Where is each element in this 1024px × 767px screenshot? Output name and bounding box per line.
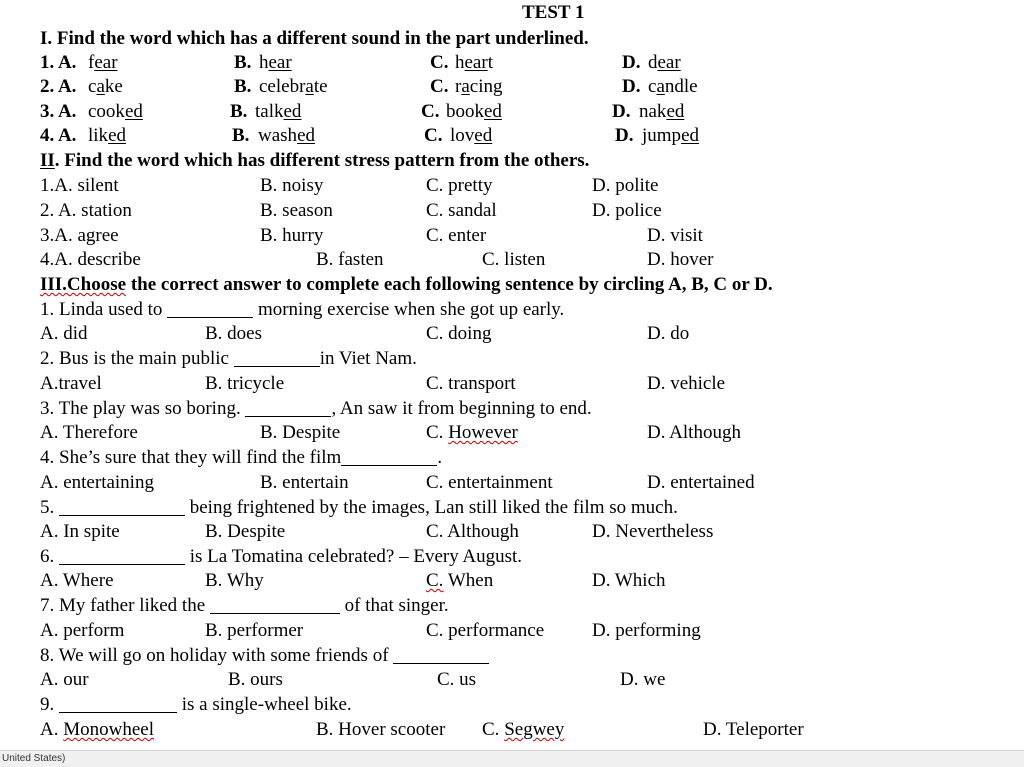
option-a: cake <box>88 76 123 97</box>
option-a: 2. A. station <box>40 200 132 221</box>
option-b: B. Despite <box>205 521 286 542</box>
question-number: 4. A. <box>40 125 77 146</box>
option-b: B. performer <box>205 620 304 641</box>
option-c: C. enter <box>426 225 487 246</box>
option-b: B. fasten <box>316 249 384 270</box>
option-c: C. sandal <box>426 200 497 221</box>
option-d: D. do <box>647 323 690 344</box>
question-5-options <box>0 520 1024 544</box>
option-d: jumped <box>642 125 699 146</box>
option-c: C. Segwey <box>482 719 565 740</box>
option-c: C. performance <box>426 620 545 641</box>
option-a: A. Where <box>40 570 114 591</box>
option-c: C. entertainment <box>426 472 553 493</box>
option-c: C. Although <box>426 521 519 542</box>
option-b: B. entertain <box>260 472 349 493</box>
question-9: 9. is a single-wheel bike. <box>40 694 352 715</box>
option-c: racing <box>455 76 503 97</box>
option-d: D. entertained <box>647 472 755 493</box>
option-b: B. ours <box>228 669 283 690</box>
option-b: B. does <box>205 323 262 344</box>
answer-blank[interactable] <box>210 595 340 614</box>
option-a: A. entertaining <box>40 472 154 493</box>
part2-row-4 <box>0 248 1024 272</box>
part2-row-3 <box>0 224 1024 248</box>
question-3: 3. The play was so boring. , An saw it from beginning to end. <box>40 398 592 419</box>
answer-blank[interactable] <box>245 398 331 417</box>
option-a: A. did <box>40 323 88 344</box>
question-5: 5. being frightened by the images, Lan still liked the film so much. <box>40 497 678 518</box>
question-9-options <box>0 718 1024 742</box>
question-1-options <box>0 322 1024 346</box>
question-8-options <box>0 668 1024 692</box>
option-c: booked <box>446 101 502 122</box>
answer-blank[interactable] <box>59 694 177 713</box>
option-b: talked <box>255 101 302 122</box>
part1-row-1: 1. A. fear B. hear C. heart D. dear <box>40 52 681 73</box>
option-a: A.travel <box>40 373 102 394</box>
option-c: heart <box>455 52 493 73</box>
option-c: loved <box>450 125 493 146</box>
option-a: A. In spite <box>40 521 120 542</box>
option-d: dear <box>648 52 681 73</box>
option-a: A. our <box>40 669 89 690</box>
question-4: 4. She’s sure that they will find the film . <box>40 447 443 468</box>
option-b: B. Why <box>205 570 264 591</box>
page-title: TEST 1 <box>522 2 585 23</box>
question-8: 8. We will go on holiday with some friends of <box>0 644 1024 668</box>
option-b: B. noisy <box>260 175 324 196</box>
option-a: cooked <box>88 101 143 122</box>
option-d: D. hover <box>647 249 714 270</box>
part1-row-3: 3. A. cooked B. talked C. booked D. naked <box>40 101 685 122</box>
option-b: B. tricycle <box>205 373 285 394</box>
option-c: C. us <box>437 669 477 690</box>
option-b: hear <box>259 52 292 73</box>
option-a: 3.A. agree <box>40 225 119 246</box>
answer-blank[interactable] <box>167 299 253 318</box>
part1-heading: I. Find the word which has a different sound in the part underlined. <box>40 28 589 49</box>
option-c: C. When <box>426 570 494 591</box>
option-a: A. Therefore <box>40 422 138 443</box>
question-4-options <box>0 471 1024 495</box>
option-a: 4.A. describe <box>40 249 141 270</box>
option-a: fear <box>88 52 118 73</box>
option-c: C. pretty <box>426 175 493 196</box>
question-6: 6. is La Tomatina celebrated? – Every August. <box>40 546 523 567</box>
part2-heading: II. Find the word which has different stress pattern from the others. <box>40 150 590 171</box>
question-7: 7. My father liked the of that singer. <box>40 595 449 616</box>
part3-heading: III.Choose the correct answer to complete each following sentence by circling A, B, C or D. <box>40 274 773 295</box>
option-d: D. polite <box>592 175 659 196</box>
option-b: B. Despite <box>260 422 341 443</box>
option-b: B. season <box>260 200 333 221</box>
option-d: D. performing <box>592 620 701 641</box>
answer-blank[interactable] <box>59 497 185 516</box>
answer-blank[interactable] <box>393 645 489 664</box>
question-2-options <box>0 372 1024 396</box>
option-d: D. Teleporter <box>703 719 804 740</box>
option-a: A. Monowheel <box>40 719 154 740</box>
part2-row-2 <box>0 199 1024 223</box>
option-c: C. listen <box>482 249 546 270</box>
option-d: D. police <box>592 200 662 221</box>
option-d: D. Although <box>647 422 741 443</box>
option-d: candle <box>648 76 698 97</box>
option-d: D. vehicle <box>647 373 726 394</box>
option-c: C. However <box>426 422 518 443</box>
answer-blank[interactable] <box>341 447 437 466</box>
question-1: 1. Linda used to morning exercise when she got up early. <box>40 299 565 320</box>
option-a: 1.A. silent <box>40 175 119 196</box>
question-7-options <box>0 619 1024 643</box>
answer-blank[interactable] <box>234 348 320 367</box>
question-number: 3. A. <box>40 101 77 122</box>
option-c: C. doing <box>426 323 492 344</box>
option-b: B. Hover scooter <box>316 719 446 740</box>
part1-row-2: 2. A. cake B. celebrate C. racing D. candle <box>40 76 698 97</box>
question-6-options <box>0 569 1024 593</box>
option-d: D. we <box>620 669 666 690</box>
question-3-options <box>0 421 1024 445</box>
option-d: D. visit <box>647 225 703 246</box>
part1-row-4: 4. A. liked B. washed C. loved D. jumped <box>40 125 699 146</box>
answer-blank[interactable] <box>59 546 185 565</box>
language-indicator[interactable]: United States) <box>2 753 66 764</box>
question-2: 2. Bus is the main public in Viet Nam. <box>40 348 417 369</box>
option-a: liked <box>88 125 126 146</box>
question-number: 2. A. <box>40 76 77 97</box>
status-bar <box>0 750 1024 767</box>
question-number: 1. A. <box>40 52 77 73</box>
option-c: C. transport <box>426 373 516 394</box>
option-d: D. Nevertheless <box>592 521 714 542</box>
option-d: D. Which <box>592 570 666 591</box>
option-b: washed <box>258 125 315 146</box>
option-a: A. perform <box>40 620 125 641</box>
option-b: celebrate <box>259 76 328 97</box>
option-b: B. hurry <box>260 225 324 246</box>
part2-row-1 <box>0 174 1024 198</box>
option-d: naked <box>639 101 685 122</box>
